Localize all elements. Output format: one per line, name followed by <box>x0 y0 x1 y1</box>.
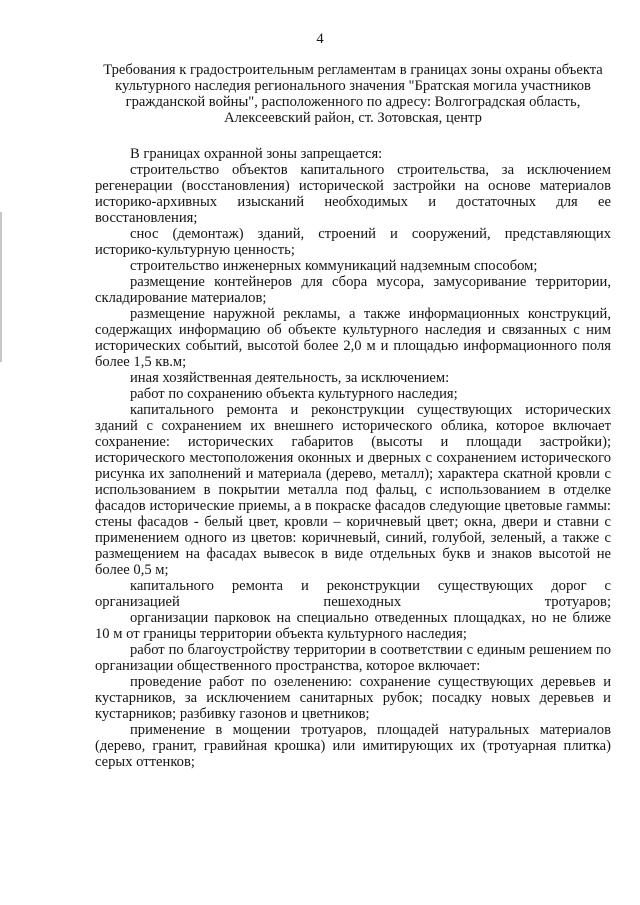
paragraph: В границах охранной зоны запрещается: <box>130 146 383 162</box>
scan-edge-mark <box>0 212 2 362</box>
paragraph: капитального ремонта и реконструкции существующих исторических зданий с сохранением их внешнего исторического облика, которое включает сохранение: исторических габаритов (высоты и площади застройки); исторического местоположения оконных и дверных с сохранением исторического рисунка их заполнений и материала (дерево, металл); характера скатной кровли с использованием в покрытии металла под фальц, с использованием в отделке фасадов исторические приемы, а в покраске фасадов следующие цветовые гаммы: стены фасадов - белый цвет, кровли – коричневый цвет; окна, двери и ставни с применением одного из цветов: коричневый, синий, голубой, зеленый, а также с размещением на фасадах вывесок в виде отдельных букв и знаков высотой не более 0,5 м; <box>95 402 611 578</box>
page-number: 4 <box>316 31 324 47</box>
paragraph: снос (демонтаж) зданий, строений и сооружений, представляющих историко-культурную ценность; <box>95 226 611 258</box>
paragraph: проведение работ по озеленению: сохранение существующих деревьев и кустарников, за исключением санитарных рубок; посадку новых деревьев и кустарников; разбивку газонов и цветников; <box>95 674 611 722</box>
paragraph: работ по сохранению объекта культурного наследия; <box>130 386 458 402</box>
paragraph: размещение наружной рекламы, а также информационных конструкций, содержащих информацию об объекте культурного наследия и связанных с ним исторических событий, высотой более 2,0 м и площадью информационного поля более 1,5 кв.м; <box>95 306 611 370</box>
paragraph: работ по благоустройству территории в соответствии с единым решением по организации общественного пространства, которое включает: <box>95 642 611 674</box>
paragraph: капитального ремонта и реконструкции существующих дорог с организацией пешеходных тротуаров; <box>95 578 611 610</box>
paragraph: строительство инженерных коммуникаций надземным способом; <box>130 258 538 274</box>
document-body <box>95 146 611 770</box>
paragraph: применение в мощении тротуаров, площадей натуральных материалов (дерево, гранит, гравийная крошка) или имитирующих их (тротуарная плитка) серых оттенков; <box>95 722 611 770</box>
document-title: Требования к градостроительным регламентам в границах зоны охраны объекта культурного наследия регионального значения "Братская могила участников гражданской войны", расположенного по адресу: Волгоградская область, Алексеевский район, ст. Зотовская, центр <box>103 62 603 126</box>
paragraph: иная хозяйственная деятельность, за исключением: <box>130 370 450 386</box>
paragraph: строительство объектов капитального строительства, за исключением регенерации (восстановления) исторической застройки на основе материалов историко-архивных изысканий необходимых и достаточных для ее восстановления; <box>95 162 611 226</box>
paragraph: организации парковок на специально отведенных площадках, но не ближе 10 м от границы территории объекта культурного наследия; <box>95 610 611 642</box>
paragraph: размещение контейнеров для сбора мусора, замусоривание территории, складирование материалов; <box>95 274 611 306</box>
